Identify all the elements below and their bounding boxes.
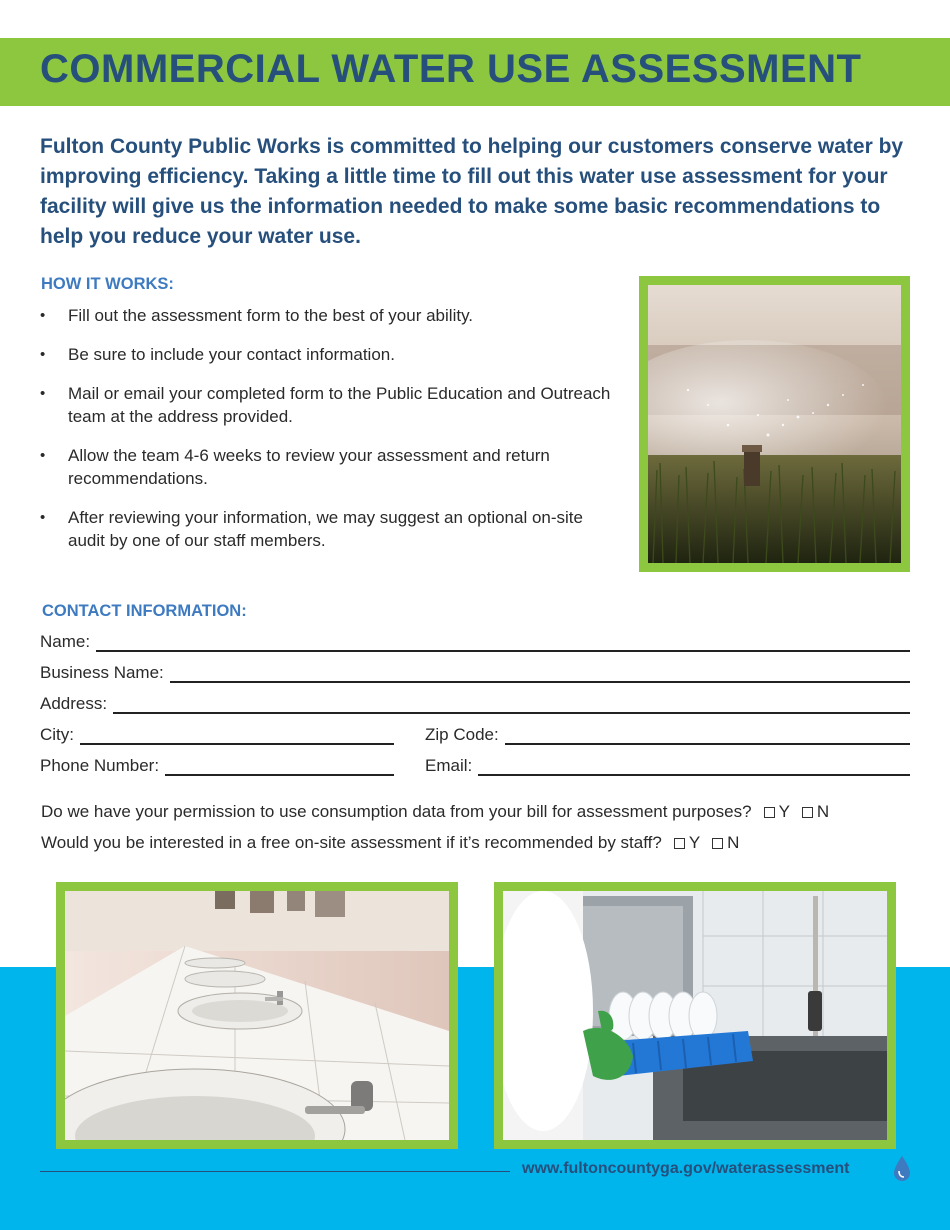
city-field[interactable] [80,729,394,745]
how-it-works-list [40,304,615,568]
onsite-yes-checkbox[interactable] [674,838,685,849]
list-item: • After reviewing your information, we may suggest an optional on-site audit by one of our staff members. [40,508,583,550]
title-bar [0,38,950,106]
zip-label: Zip Code: [425,725,499,744]
address-label: Address: [40,694,108,713]
zip-field-row [425,725,910,745]
address-field[interactable] [113,698,910,714]
list-item: • Be sure to include your contact information. [40,345,395,364]
footer-divider [40,1171,510,1172]
email-field[interactable] [478,760,910,776]
business-field-row [40,663,910,683]
onsite-question [41,833,739,853]
business-name-label: Business Name: [40,663,164,682]
phone-field[interactable] [165,760,394,776]
phone-label: Phone Number: [40,756,160,775]
question-text: Would you be interested in a free on-site assessment if it’s recommended by staff? [41,833,662,852]
permission-no-checkbox[interactable] [802,807,813,818]
phone-field-row [40,756,394,776]
email-field-row [425,756,910,776]
page-title: COMMERCIAL WATER USE ASSESSMENT [40,47,862,91]
permission-question [41,802,829,822]
dishwashing-photo [503,891,887,1140]
list-item: • Mail or email your completed form to the Public Education and Outreach team at the address provided. [40,384,611,426]
question-text: Do we have your permission to use consumption data from your bill for assessment purposes? [41,802,752,821]
zip-field[interactable] [505,729,910,745]
sprinkler-photo [648,285,901,563]
name-field[interactable] [96,636,910,652]
email-label: Email: [425,756,473,775]
footer-website-link[interactable]: www.fultoncountyga.gov/waterassessment [522,1160,850,1177]
bullet-glyph: • [40,447,46,464]
bullet-glyph: • [40,509,46,526]
no-label: N [816,802,830,821]
address-field-row [40,694,910,714]
contact-heading: CONTACT INFORMATION: [42,602,247,620]
water-drop-icon [892,1155,912,1183]
dishwashing-photo-frame [494,882,896,1149]
intro-paragraph: Fulton County Public Works is committed to helping our customers conserve water by improving efficiency. Taking a little time to fill out this water use assessment for your facility will give us the information needed to make some basic recommendations to help you reduce your water use. [40,135,904,248]
bullet-glyph: • [40,385,46,402]
city-label: City: [40,725,74,744]
yes-label: Y [688,833,701,852]
sinks-photo-frame [56,882,458,1149]
yes-label: Y [778,802,790,821]
name-label: Name: [40,632,91,651]
no-label: N [727,833,740,852]
bullet-glyph: • [40,307,46,324]
name-field-row [40,632,910,652]
onsite-no-checkbox[interactable] [712,838,723,849]
permission-yes-checkbox[interactable] [764,807,775,818]
sinks-photo [65,891,449,1140]
list-item: • Fill out the assessment form to the best of your ability. [40,306,474,325]
sprinkler-photo-frame [639,276,910,572]
list-item: • Allow the team 4-6 weeks to review your assessment and return recommendations. [40,446,550,488]
business-name-field[interactable] [170,667,910,683]
bullet-glyph: • [40,346,46,363]
city-field-row [40,725,394,745]
how-it-works-heading: HOW IT WORKS: [41,275,174,293]
